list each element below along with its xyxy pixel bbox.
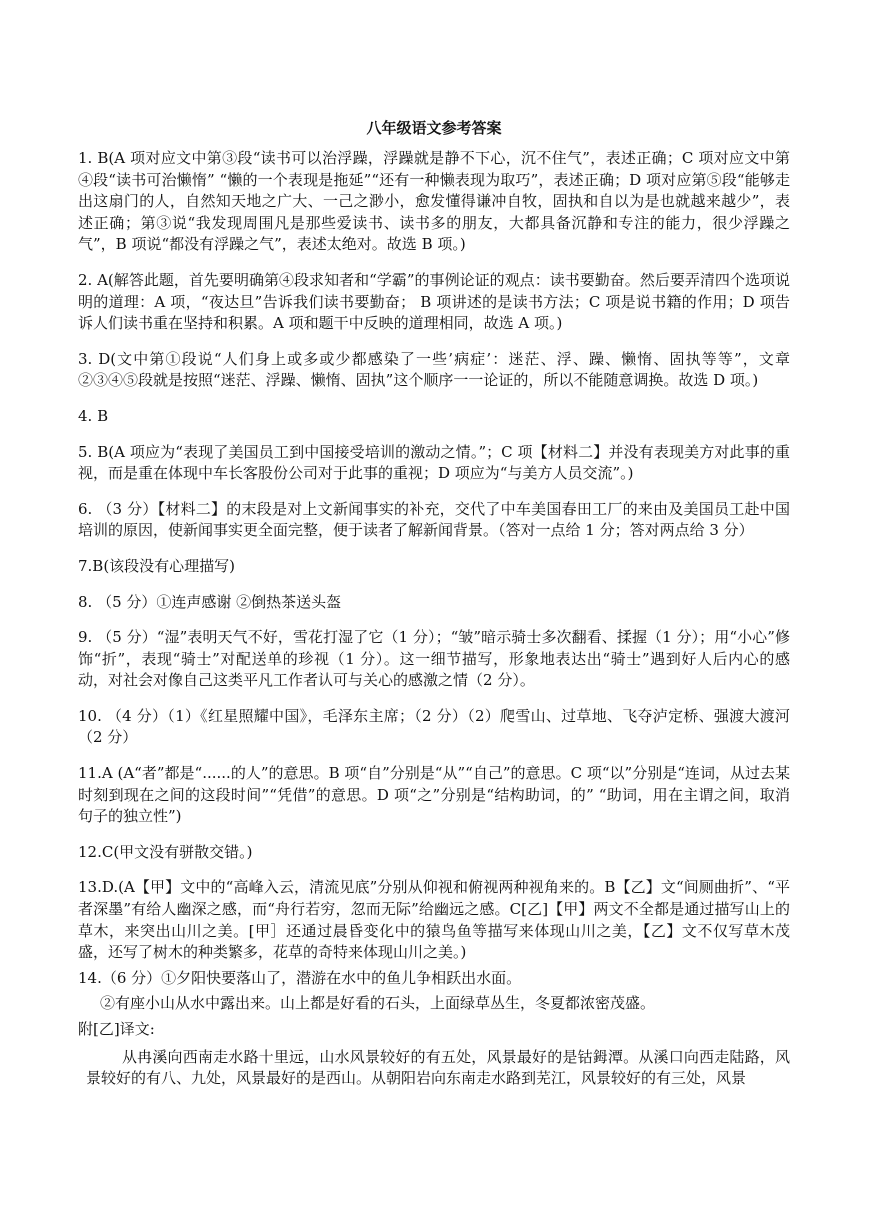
answer-1: 1. B(A 项对应文中第③段“读书可以治浮躁，浮躁就是静不下心，沉不住气”，表述正确；C 项对应文中第④段“读书可治懒惰” “懒的一个表现是拖延”“还有一种懒表现为取巧”，表述正确；D 项对应第⑤段“能够走出这扇门的人，自然知天地之广大、一己之渺小，愈发懂得谦冲自牧，固执和自以为是也就越来越少”，表述正确；第③说“我发现周围凡是那些爱读书、读书多的朋友，大都具备沉静和专注的能力，很少浮躁之气”，B 项说“都没有浮躁之气”，表述太绝对。故选 B 项。) [78, 149, 790, 254]
answer-13: 13.D.(A【甲】文中的“高峰入云，清流见底”分别从仰视和俯视两种视角来的。B【乙】文“间厕曲折”、“平者深墨”有给人幽深之感，而“舟行若穷，忽而无际”给幽远之感。C[乙]【甲】两文不全都是通过描写山上的草木，来突出山川之美。[甲］还通过晨昏变化中的猿鸟鱼等描写来体现山川之美，【乙】文不仅写草木茂盛，还写了树木的种类繁多，花草的奇特来体现山川之美。) [78, 878, 790, 962]
appendix-translation: 从冉溪向西南走水路十里远，山水风景较好的有五处，风景最好的是钴鉧潭。从溪口向西走陆路，风景较好的有八、九处，风景最好的是西山。从朝阳岩向东南走水路到芜江，风景较好的有三处，风景 [86, 1047, 790, 1088]
appendix-label: 附[乙]译文: [78, 1020, 155, 1038]
answer-6: 6. （3 分）【材料二】的末段是对上文新闻事实的补充，交代了中车美国春田工厂的来由及美国员工赴中国培训的原因，使新闻事实更全面完整，便于读者了解新闻背景。（答对一点给 1 分；答对两点给 3 分） [78, 499, 790, 540]
answer-2: 2. A(解答此题，首先要明确第④段求知者和“学霸”的事例论证的观点：读书要勤奋。然后要弄清四个选项说明的道理：A 项，“夜达旦”告诉我们读书要勤奋； B 项讲述的是读书方法；C 项是说书籍的作用；D 项告诉人们读书重在坚持和积累。A 项和题干中反映的道理相同，故选 A 项。) [78, 270, 790, 333]
answer-9: 9. （5 分）“湿”表明天气不好，雪花打湿了它（1 分）；“皱”暗示骑士多次翻看、揉握（1 分）；用“小心”修饰“折”，表现“骑士”对配送单的珍视（1 分）。这一细节描写，形象地表达出“骑士”遇到好人后内心的感动，对社会对像自己这类平凡工作者认可与关心的感激之情（2 分）。 [78, 628, 790, 690]
answer-3: 3. D(文中第①段说“人们身上或多或少都感染了一些’病症’：迷茫、浮、躁、懒惰、固执等等”，文章②③④⑤段就是按照“迷茫、浮躁、懒惰、固执”这个顺序一一论证的，所以不能随意调换。故选 D 项。) [78, 349, 790, 390]
answer-14-line-2: ②有座小山从水中露出来。山上都是好看的石头，上面绿草丛生，冬夏都浓密茂盛。 [100, 994, 656, 1013]
answer-8: 8. （5 分）①连声感谢 ②倒热茶送头盔 [78, 592, 342, 611]
answer-4: 4. B [78, 406, 109, 425]
answer-11: 11.A (A“者”都是“......的人”的意思。B 项“自”分别是“从”“自己”的意思。C 项“以”分别是“连词，从过去某时刻到现在之间的这段时间”“凭借”的意思。D 项“之”分别是“结构助词，的” “助词，用在主谓之间，取消句子的独立性”) [78, 764, 790, 826]
answer-12: 12.C(甲文没有骈散交错。) [78, 842, 253, 861]
answer-7: 7.B(该段没有心理描写) [78, 556, 236, 575]
answer-5: 5. B(A 项应为“表现了美国员工到中国接受培训的激动之情。”；C 项【材料二】并没有表现美方对此事的重视，而是重在体现中车长客股份公司对于此事的重视；D 项应为“与美方人员交流”。) [78, 442, 790, 483]
answer-14-line-1: 14.（6 分）①夕阳快要落山了，潜游在水中的鱼儿争相跃出水面。 [78, 968, 522, 987]
answer-document [78, 118, 790, 1090]
document-title: 八年级语文参考答案 [366, 119, 502, 137]
answer-10: 10. （4 分）（1）《红星照耀中国》，毛泽东主席；（2 分）（2）爬雪山、过草地、飞夺泸定桥、强渡大渡河（2 分） [78, 706, 790, 747]
